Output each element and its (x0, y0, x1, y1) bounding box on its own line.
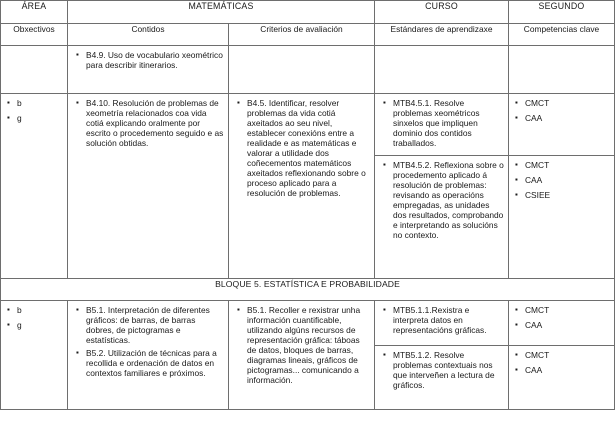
header-row-columns (1, 24, 615, 46)
objectives-header: Obxectivos (1, 24, 68, 46)
objective-item: ▪ b (7, 305, 63, 320)
content-item: ▪ B4.9. Uso de vocabulario xeométrico para describir itinerarios. (72, 50, 224, 70)
course-header: CURSO (375, 1, 509, 24)
criteria-header: Criterios de avaliación (229, 24, 375, 46)
competences-header: Competencias clave (509, 24, 615, 46)
competences-cell (509, 94, 615, 156)
content-item: ▪ B5.2. Utilización de técnicas para a recollida e ordenación de datos en contextos familiares e próximos. (72, 348, 224, 378)
standard-item: ▪ MTB5.1.2. Resolve problemas contextuais nos que interveñen a lectura de gráficos. (379, 350, 504, 390)
competence-item: ▪ CMCT (515, 98, 610, 113)
content-cell (68, 301, 229, 410)
content-item: ▪ B4.10. Resolución de problemas de xeometría relacionados coa vida cotiá explicando oralmente por escrito o procedemento seguido e as solución obtidas. (72, 98, 224, 148)
standard-item: ▪ MTB5.1.1.Rexistra e interpreta datos en representacións gráficas. (379, 305, 504, 335)
criterion-item: ▪ B4.5. Identificar, resolver problemas da vida cotiá axeitados ao seu nivel, establecer conexións entre a realidade e as matemáticas e valorar a utilidade dos coñecementos matemáticos axeitados reflexionando sobre o proceso aplicado para a resolución de problemas. (233, 98, 370, 198)
objectives-cell (1, 94, 68, 279)
competence-item: ▪ CMCT (515, 350, 610, 365)
competence-item: ▪ CAA (515, 365, 610, 380)
standards-cell (375, 156, 509, 279)
standards-cell (375, 346, 509, 410)
standards-cell (375, 94, 509, 156)
course-value: SEGUNDO (509, 1, 615, 24)
competence-item: ▪ CMCT (515, 160, 610, 175)
area-header: ÁREA (1, 1, 68, 24)
objective-item: ▪ g (7, 320, 63, 335)
competences-cell (509, 156, 615, 279)
header-row-top (1, 1, 615, 24)
objective-item: ▪ b (7, 98, 63, 113)
table-row (1, 301, 615, 346)
standards-header: Estándares de aprendizaxe (375, 24, 509, 46)
criteria-cell (229, 46, 375, 94)
competence-item: ▪ CSIEE (515, 190, 610, 205)
criterion-item: ▪ B5.1. Recoller e rexistrar unha información cuantificable, utilizando algúns recursos de representación gráfica: táboas de datos, bloques de barras, diagramas lineais, gráficos de pictogramas... comunicando a información. (233, 305, 370, 385)
competences-cell (509, 46, 615, 94)
competence-item: ▪ CAA (515, 320, 610, 335)
standard-item: ▪ MTB4.5.1. Resolve problemas xeométricos sinxelos que impliquen dominio dos contidos traballados. (379, 98, 504, 148)
content-cell (68, 94, 229, 279)
objectives-cell (1, 301, 68, 410)
table-row (1, 46, 615, 94)
content-item: ▪ B5.1. Interpretación de diferentes gráficos: de barras, de barras dobres, de pictogramas e estatísticas. (72, 305, 224, 345)
competence-item: ▪ CMCT (515, 305, 610, 320)
competences-cell (509, 301, 615, 346)
objectives-cell (1, 46, 68, 94)
competence-item: ▪ CAA (515, 113, 610, 128)
standards-cell (375, 46, 509, 94)
block-title-row (1, 279, 615, 301)
criteria-cell (229, 301, 375, 410)
competences-cell (509, 346, 615, 410)
standards-cell (375, 301, 509, 346)
competence-item: ▪ CAA (515, 175, 610, 190)
contents-header: Contidos (68, 24, 229, 46)
table-row (1, 94, 615, 156)
content-cell (68, 46, 229, 94)
criteria-cell (229, 94, 375, 279)
objective-item: ▪ g (7, 113, 63, 128)
standard-item: ▪ MTB4.5.2. Reflexiona sobre o procedemento aplicado á resolución de problemas: revisando as operacións empregadas, as unidades dos resultados, comprobando e interpretando as solucións no contexto. (379, 160, 504, 240)
subject-header: MATEMÁTICAS (68, 1, 375, 24)
block-title: BLOQUE 5. ESTATÍSTICA E PROBABILIDADE (1, 279, 615, 301)
